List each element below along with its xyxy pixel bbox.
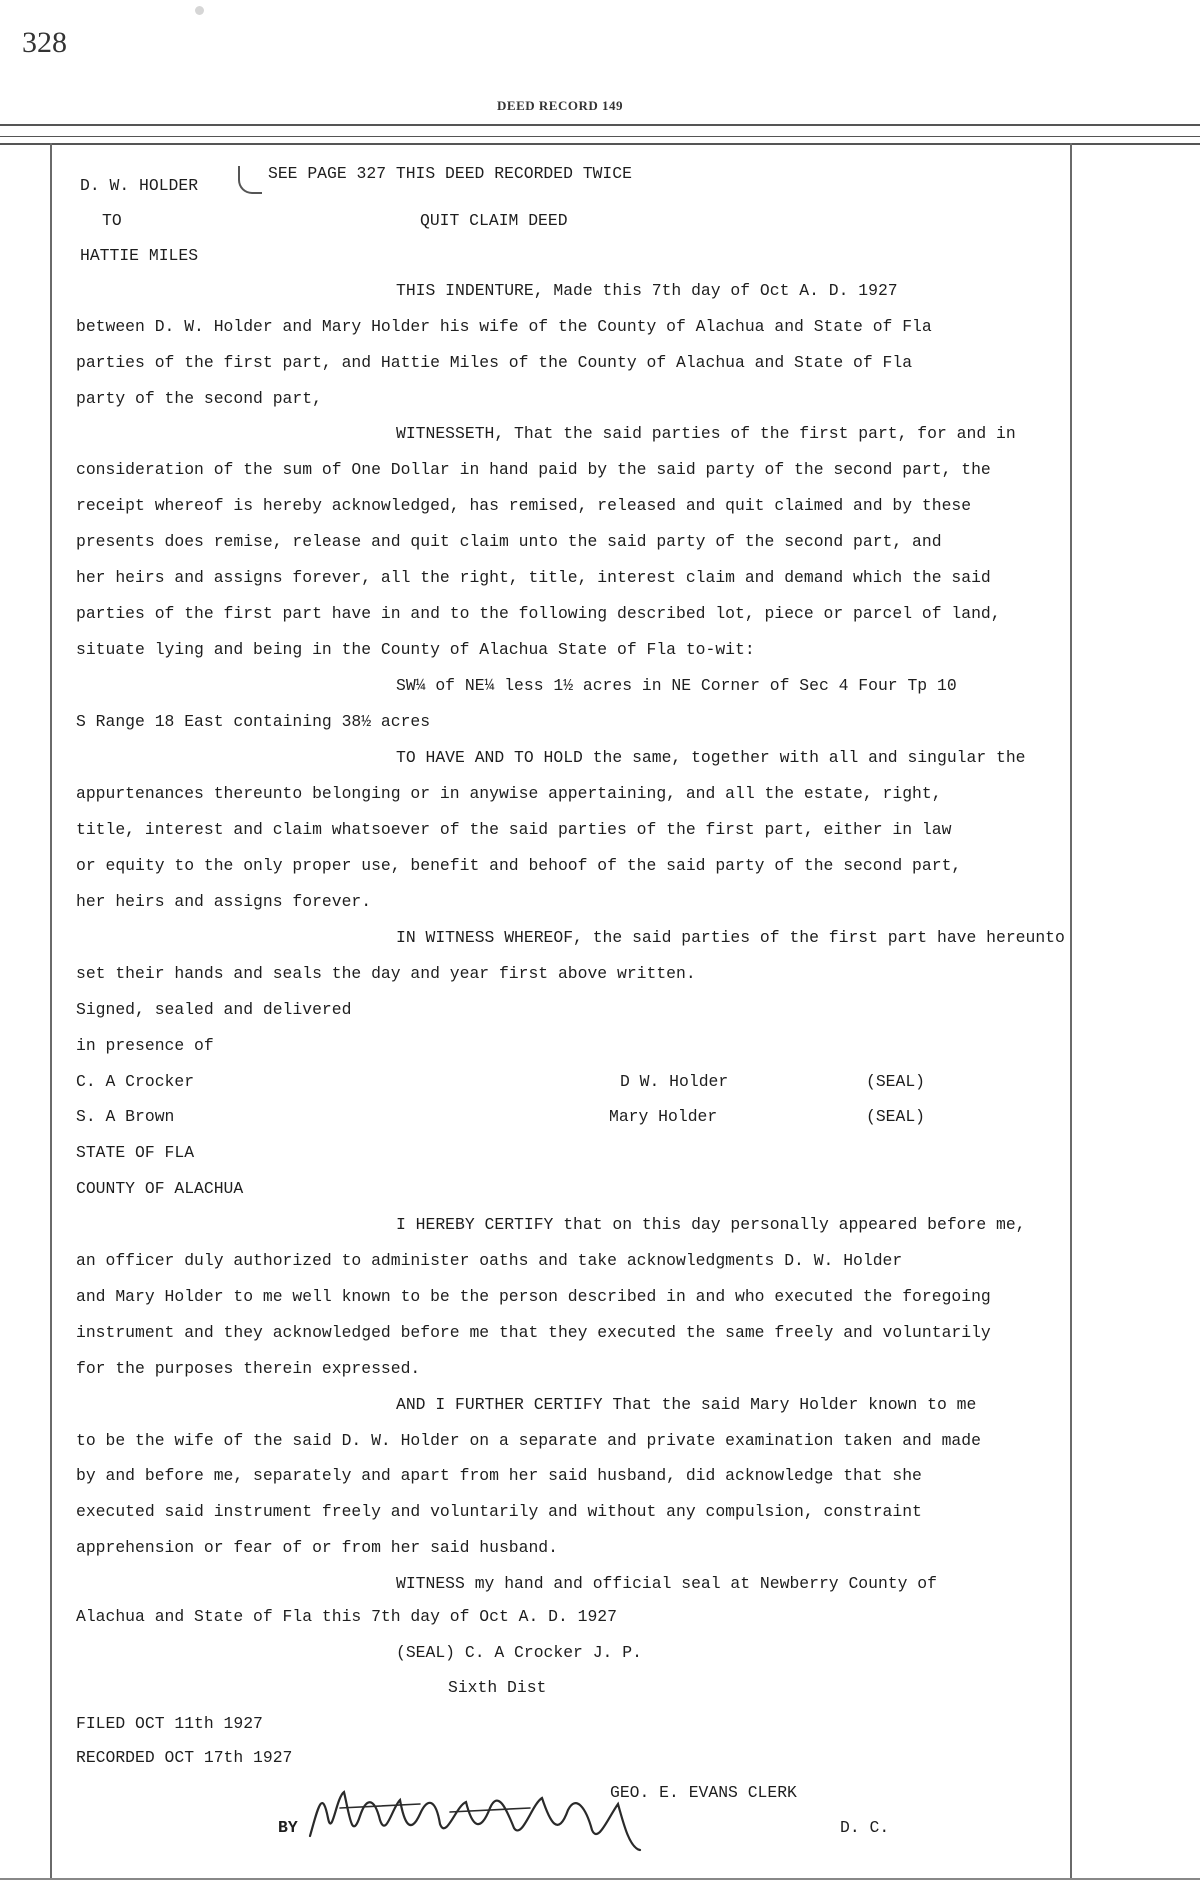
margin-bracket-mark (238, 166, 262, 194)
left-margin-line (50, 143, 52, 1878)
seal-label: (SEAL) (866, 1107, 926, 1126)
deed-line: consideration of the sum of One Dollar in hand paid by the said party of the second part, the (76, 460, 991, 479)
deed-line: IN WITNESS WHEREOF, the said parties of the first part have hereunto (396, 928, 1065, 947)
header-rule-top (0, 124, 1200, 126)
deed-line: receipt whereof is hereby acknowledged, has remised, released and quit claimed and by these (76, 496, 972, 515)
certificate-line: and Mary Holder to me well known to be the person described in and who executed the foregoing (76, 1287, 991, 1306)
deputy-clerk-label: D. C. (840, 1818, 890, 1837)
clerk-name: GEO. E. EVANS CLERK (610, 1783, 797, 1802)
witness-name: C. A Crocker (76, 1072, 195, 1091)
signer-name: Mary Holder (609, 1107, 718, 1126)
grantor-name: D. W. HOLDER (80, 176, 199, 195)
property-description: SW¼ of NE¼ less 1½ acres in NE Corner of Sec 4 Four Tp 10 (396, 676, 957, 695)
certificate-line: apprehension or fear of or from her said husband. (76, 1538, 558, 1557)
deed-line: in presence of (76, 1036, 214, 1055)
deed-line: her heirs and assigns forever, all the right, title, interest claim and demand which the said (76, 568, 991, 587)
right-margin-line (1070, 143, 1072, 1878)
deed-line: WITNESSETH, That the said parties of the first part, for and in (396, 424, 1016, 443)
grantee-name: HATTIE MILES (80, 246, 199, 265)
deed-line: parties of the first part, and Hattie Miles of the County of Alachua and State of Fla (76, 353, 913, 372)
certificate-line: AND I FURTHER CERTIFY That the said Mary Holder known to me (396, 1395, 977, 1414)
witness-name: S. A Brown (76, 1107, 175, 1126)
certificate-line: instrument and they acknowledged before me that they executed the same freely and voluntarily (76, 1323, 991, 1342)
deed-line: set their hands and seals the day and year first above written. (76, 964, 696, 983)
to-label: TO (102, 211, 122, 230)
handwritten-signature (300, 1778, 660, 1858)
footer-rule (0, 1878, 1200, 1880)
notary-district: Sixth Dist (448, 1678, 547, 1697)
deed-type: QUIT CLAIM DEED (420, 211, 568, 230)
deed-line: her heirs and assigns forever. (76, 892, 372, 911)
deed-line: title, interest and claim whatsoever of the said parties of the first part, either in law (76, 820, 952, 839)
certificate-line: by and before me, separately and apart from her said husband, did acknowledge that she (76, 1466, 922, 1485)
certificate-line: WITNESS my hand and official seal at Newberry County of (396, 1574, 937, 1593)
deed-line: presents does remise, release and quit claim unto the said party of the second part, and (76, 532, 942, 551)
certificate-line: for the purposes therein expressed. (76, 1359, 421, 1378)
certificate-line: to be the wife of the said D. W. Holder on a separate and private examination taken and made (76, 1431, 981, 1450)
recording-note: SEE PAGE 327 THIS DEED RECORDED TWICE (268, 164, 632, 183)
venue-county: COUNTY OF ALACHUA (76, 1179, 244, 1198)
page-number: 328 (22, 26, 67, 59)
page-hole-mark (195, 6, 204, 15)
header-rule-bottom (0, 143, 1200, 145)
deed-line: Signed, sealed and delivered (76, 1000, 352, 1019)
signer-name: D W. Holder (620, 1072, 729, 1091)
property-description: S Range 18 East containing 38½ acres (76, 712, 431, 731)
recorded-date: RECORDED OCT 17th 1927 (76, 1748, 293, 1767)
venue-state: STATE OF FLA (76, 1143, 195, 1162)
deed-line: TO HAVE AND TO HOLD the same, together with all and singular the (396, 748, 1026, 767)
certificate-line: I HEREBY CERTIFY that on this day personally appeared before me, (396, 1215, 1026, 1234)
header-rule-middle (0, 136, 1200, 137)
filed-date: FILED OCT 11th 1927 (76, 1714, 263, 1733)
certificate-line: Alachua and State of Fla this 7th day of Oct A. D. 1927 (76, 1607, 617, 1626)
deed-line: between D. W. Holder and Mary Holder his wife of the County of Alachua and State of Fla (76, 317, 932, 336)
deed-line: or equity to the only proper use, benefit and behoof of the said party of the second part, (76, 856, 962, 875)
deed-line: situate lying and being in the County of Alachua State of Fla to-wit: (76, 640, 755, 659)
deed-line: THIS INDENTURE, Made this 7th day of Oct A. D. 1927 (396, 281, 898, 300)
deed-line: party of the second part, (76, 389, 322, 408)
deed-line: parties of the first part have in and to the following described lot, piece or parcel of land, (76, 604, 1001, 623)
certificate-line: an officer duly authorized to administer oaths and take acknowledgments D. W. Holder (76, 1251, 903, 1270)
notary-signature-line: (SEAL) C. A Crocker J. P. (396, 1643, 642, 1662)
by-label: BY (278, 1818, 298, 1837)
seal-label: (SEAL) (866, 1072, 926, 1091)
certificate-line: executed said instrument freely and voluntarily and without any compulsion, constraint (76, 1502, 922, 1521)
book-title: DEED RECORD 149 (497, 98, 623, 113)
deed-line: appurtenances thereunto belonging or in anywise appertaining, and all the estate, right, (76, 784, 942, 803)
